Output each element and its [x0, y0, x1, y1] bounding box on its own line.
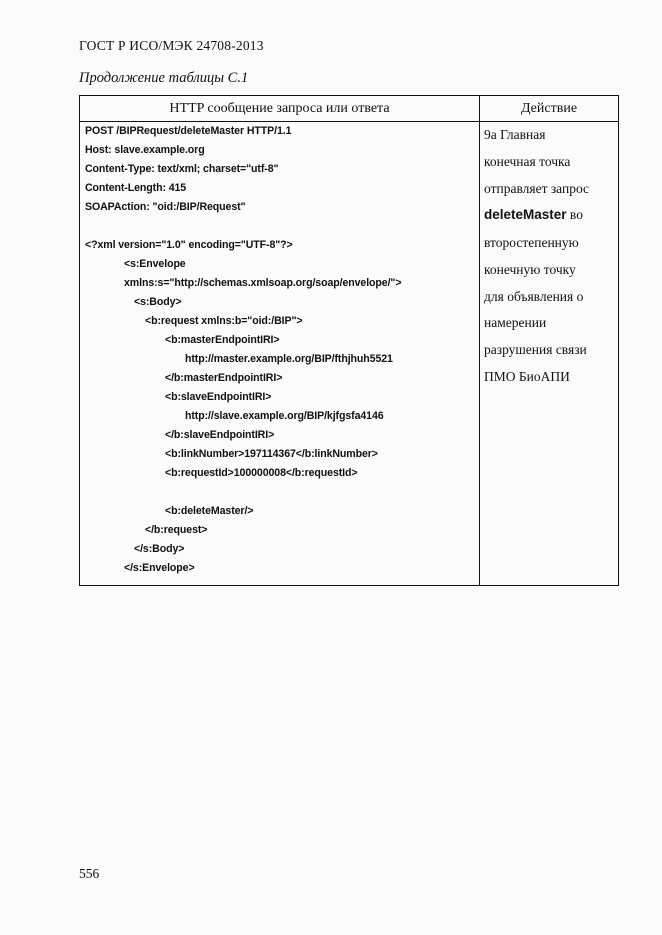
action-line: для объявления о	[484, 289, 584, 304]
code-line: xmlns:s="http://schemas.xmlsoap.org/soap/envelope/">	[124, 277, 402, 289]
code-line: POST /BIPRequest/deleteMaster HTTP/1.1	[85, 125, 292, 137]
header-divider	[80, 121, 618, 122]
action-line: разрушения связи	[484, 342, 587, 357]
code-line: Content-Type: text/xml; charset="utf-8"	[85, 163, 279, 175]
action-line: второстепенную	[484, 235, 579, 250]
action-line: 9a Главная	[484, 127, 546, 142]
code-line: http://slave.example.org/BIP/kjfgsfa4146	[185, 410, 384, 422]
code-line: Host: slave.example.org	[85, 144, 205, 156]
code-line: <b:requestId>100000008</b:requestId>	[165, 467, 358, 479]
code-line: <s:Body>	[134, 296, 182, 308]
code-line: </b:masterEndpointIRI>	[165, 372, 283, 384]
action-line: намерении	[484, 315, 547, 330]
code-line: <b:linkNumber>197114367</b:linkNumber>	[165, 448, 378, 460]
action-keyword: deleteMaster	[484, 207, 567, 222]
action-line: отправляет запрос	[484, 181, 590, 196]
action-line: конечную точку	[484, 262, 576, 277]
column-header-action: Действие	[520, 101, 578, 116]
code-line: <b:masterEndpointIRI>	[165, 334, 280, 346]
code-line: </b:request>	[145, 524, 208, 536]
column-divider	[479, 96, 480, 585]
action-line-delete-master	[484, 207, 583, 223]
code-line: <s:Envelope	[124, 258, 186, 270]
code-line: http://master.example.org/BIP/fthjhuh5521	[185, 353, 393, 365]
code-line: <b:request xmlns:b="oid:/BIP">	[145, 315, 303, 327]
page-number: 556	[79, 866, 100, 881]
code-line: <b:deleteMaster/>	[165, 505, 254, 517]
running-header: ГОСТ Р ИСО/МЭК 24708-2013	[79, 38, 264, 53]
table-caption: Продолжение таблицы С.1	[79, 70, 249, 86]
code-line: <?xml version="1.0" encoding="UTF-8"?>	[85, 239, 293, 251]
column-header-http-message: HTTP сообщение запроса или ответа	[169, 101, 390, 116]
action-line: ПМО БиоАПИ	[484, 369, 570, 384]
code-line: Content-Length: 415	[85, 182, 187, 194]
code-line: </s:Envelope>	[124, 562, 195, 574]
code-line: </b:slaveEndpointIRI>	[165, 429, 275, 441]
action-line: конечная точка	[484, 154, 571, 169]
message-table	[79, 95, 619, 586]
code-line: SOAPAction: "oid:/BIP/Request"	[85, 201, 246, 213]
code-line: </s:Body>	[134, 543, 185, 555]
action-line-suffix: во	[566, 207, 583, 222]
code-line: <b:slaveEndpointIRI>	[165, 391, 272, 403]
